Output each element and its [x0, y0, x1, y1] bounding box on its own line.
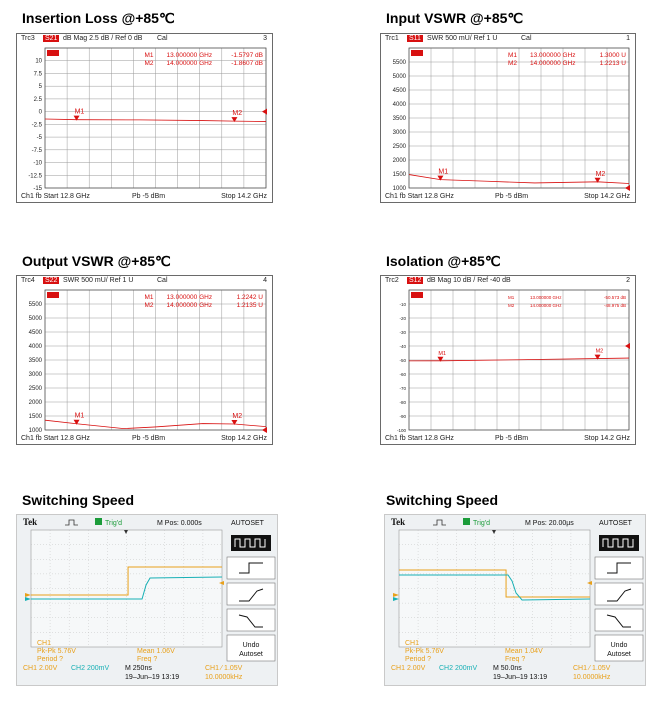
y-tick-label: 5500	[392, 60, 406, 66]
y-tick-label: -50	[399, 358, 406, 363]
footer-start: Ch1 fb Start 12.8 GHz	[385, 193, 454, 200]
readout-value: 1.3000 U	[599, 52, 626, 59]
trig-status-icon	[95, 518, 102, 525]
vna-plot	[381, 276, 635, 444]
undo-label: Undo	[610, 642, 628, 649]
y-tick-label: -100	[396, 428, 406, 433]
bottom-date: 19–Jun–19 13:19	[493, 674, 548, 681]
readout-value: -1.5797 dB	[231, 52, 263, 59]
meas-pkpk: Pk-Pk 5.76V	[37, 648, 76, 655]
isolation-title: Isolation @+85℃	[386, 253, 501, 269]
y-tick-label: -2.5	[31, 122, 42, 129]
meas-ch1: CH1	[37, 640, 52, 647]
scope-panel-1	[16, 514, 278, 686]
y-tick-label: 1000	[392, 186, 406, 192]
ch2-ground-marker	[25, 597, 31, 601]
menu-button-fall-slope	[227, 609, 275, 631]
undo-label: Undo	[242, 642, 260, 649]
trace-tag	[411, 50, 423, 56]
acquire-icon	[433, 520, 446, 525]
readout-label: M1	[508, 295, 515, 300]
reference-arrow	[262, 427, 267, 433]
insertion-loss-title: Insertion Loss @+85℃	[22, 10, 175, 26]
scope-display	[385, 515, 645, 685]
output-vswr-panel	[16, 275, 273, 445]
square-wave-icon	[235, 539, 265, 547]
meas-mean: Mean 1.06V	[137, 648, 175, 655]
marker-label-1: M1	[438, 168, 449, 176]
scope-display	[17, 515, 277, 685]
readout-label: M2	[144, 60, 154, 67]
bottom-trigger-level: CH1 ⁄ 1.05V	[573, 665, 611, 672]
trace-number: 1	[626, 35, 630, 42]
y-tick-label: 4000	[392, 102, 406, 108]
readout-frequency: 14.000000 GHz	[530, 60, 576, 67]
y-tick-label: -7.5	[31, 147, 42, 154]
vna-plot	[17, 276, 272, 444]
meas-period: Period ?	[37, 656, 64, 663]
y-tick-label: 1500	[392, 172, 406, 178]
reference-arrow	[625, 185, 630, 191]
marker-label-1: M1	[74, 108, 85, 116]
y-tick-label: -10	[33, 160, 42, 167]
brand-logo: Tek	[391, 517, 406, 527]
y-tick-label: -30	[399, 330, 406, 335]
vna-plot	[17, 34, 272, 202]
cal-label: Cal	[521, 35, 532, 42]
bottom-timebase: M 50.0ns	[493, 665, 522, 672]
trace-id: Trc3	[21, 35, 35, 42]
autoset-label: AUTOSET	[599, 520, 632, 527]
ch1-ground-marker	[25, 593, 31, 597]
y-tick-label: -40	[399, 344, 406, 349]
y-tick-label: 2500	[392, 144, 406, 150]
readout-frequency: 13.000000 GHz	[166, 52, 213, 59]
footer-power: Pb -5 dBm	[132, 435, 166, 442]
trig-status: Trig'd	[105, 520, 123, 527]
trace-id: Trc4	[21, 277, 35, 284]
y-tick-label: -90	[399, 414, 406, 419]
mpos-readout: M Pos: 20.00µs	[525, 520, 574, 527]
readout-value: -48.975 dB	[603, 303, 626, 308]
meas-mean: Mean 1.04V	[505, 648, 543, 655]
y-tick-label: 3500	[28, 358, 42, 364]
footer-power: Pb -5 dBm	[495, 435, 529, 442]
trace-param: S12	[409, 277, 422, 284]
scope-panel-2	[384, 514, 646, 686]
bottom-trigger-frequency: 10.0000kHz	[205, 674, 243, 681]
marker-label-2: M2	[232, 110, 243, 118]
square-wave-icon	[603, 539, 633, 547]
menu-button-fall-slope	[595, 609, 643, 631]
trace-format: SWR 500 mU/ Ref 1 U	[427, 35, 498, 42]
y-tick-label: -10	[399, 302, 406, 307]
trace-number: 4	[263, 277, 267, 284]
readout-label: M1	[144, 294, 154, 301]
readout-frequency: 14.000000 GHz	[166, 302, 213, 309]
trace-tag	[47, 50, 59, 56]
marker-label-2: M2	[595, 170, 606, 178]
y-tick-label: 2000	[392, 158, 406, 164]
y-tick-label: 5500	[28, 302, 42, 308]
readout-frequency: 13.000000 GHz	[166, 294, 213, 301]
trace-format: SWR 500 mU/ Ref 1 U	[63, 277, 134, 284]
footer-power: Pb -5 dBm	[132, 193, 166, 200]
menu-button-rise	[595, 557, 643, 579]
bottom-trigger-frequency: 10.0000kHz	[573, 674, 611, 681]
footer-stop: Stop 14.2 GHz	[584, 193, 630, 200]
switching-speed-title-2: Switching Speed	[386, 492, 499, 508]
bottom-trigger-level: CH1 ⁄ 1.05V	[205, 665, 243, 672]
brand-logo: Tek	[23, 517, 38, 527]
vna-plot	[381, 34, 635, 202]
y-tick-label: 0	[38, 109, 42, 116]
readout-value: 1.2213 U	[599, 60, 626, 67]
y-tick-label: 1000	[28, 428, 42, 434]
bottom-ch2-scale: CH2 200mV	[439, 665, 478, 672]
autoset-undo-label: Autoset	[239, 651, 263, 658]
trace-tag	[47, 292, 59, 298]
y-tick-label: 5	[38, 84, 42, 91]
marker-label-2: M2	[232, 413, 243, 421]
autoset-undo-label: Autoset	[607, 651, 631, 658]
trig-status-icon	[463, 518, 470, 525]
reference-arrow	[625, 343, 630, 349]
y-tick-label: 1500	[28, 414, 42, 420]
y-tick-label: 2500	[28, 386, 42, 392]
y-tick-label: -15	[33, 186, 42, 192]
trig-status: Trig'd	[473, 520, 491, 527]
meas-ch1: CH1	[405, 640, 420, 647]
readout-frequency: 13.000000 GHz	[530, 295, 562, 300]
y-tick-label: 4500	[392, 88, 406, 94]
footer-start: Ch1 fb Start 12.8 GHz	[385, 435, 454, 442]
trace-format: dB Mag 2.5 dB / Ref 0 dB	[63, 35, 143, 42]
y-tick-label: -5	[36, 135, 42, 142]
isolation-panel	[380, 275, 636, 445]
trace-tag	[411, 292, 423, 298]
input-vswr-title: Input VSWR @+85℃	[386, 10, 524, 26]
trace-param: S11	[409, 35, 421, 42]
meas-freq: Freq ?	[505, 656, 526, 663]
readout-value: -1.8607 dB	[231, 60, 263, 67]
readout-value: 1.2242 U	[236, 294, 263, 301]
meas-freq: Freq ?	[137, 656, 158, 663]
readout-label: M1	[144, 52, 154, 59]
readout-label: M2	[508, 60, 518, 67]
readout-value: 1.2135 U	[236, 302, 263, 309]
footer-stop: Stop 14.2 GHz	[221, 193, 267, 200]
switching-speed-title-1: Switching Speed	[22, 492, 135, 508]
y-tick-label: -70	[399, 386, 406, 391]
footer-start: Ch1 fb Start 12.8 GHz	[21, 193, 90, 200]
bottom-ch1-scale: CH1 2.00V	[23, 665, 58, 672]
y-tick-label: 3500	[392, 116, 406, 122]
trace-id: Trc1	[385, 35, 399, 42]
y-tick-label: 3000	[28, 372, 42, 378]
y-tick-label: 2000	[28, 400, 42, 406]
mpos-readout: M Pos: 0.000s	[157, 520, 202, 527]
bottom-date: 19–Jun–19 13:19	[125, 674, 180, 681]
trace-number: 3	[263, 35, 267, 42]
acquire-icon	[65, 520, 78, 525]
y-tick-label: 3000	[392, 130, 406, 136]
readout-value: -50.573 dB	[603, 295, 626, 300]
y-tick-label: 5000	[392, 74, 406, 80]
readout-frequency: 13.000000 GHz	[530, 52, 576, 59]
y-tick-label: 7.5	[33, 71, 42, 78]
bottom-ch1-scale: CH1 2.00V	[391, 665, 426, 672]
y-tick-label: -80	[399, 400, 406, 405]
trace-format: dB Mag 10 dB / Ref -40 dB	[427, 277, 511, 284]
y-tick-label: 2.5	[33, 96, 42, 103]
trace-param: S21	[45, 35, 58, 42]
readout-label: M1	[508, 52, 518, 59]
readout-label: M2	[144, 302, 154, 309]
readout-frequency: 14.000000 GHz	[530, 303, 562, 308]
insertion-loss-panel	[16, 33, 273, 203]
marker-label-1: M1	[438, 350, 447, 357]
footer-power: Pb -5 dBm	[495, 193, 529, 200]
autoset-label: AUTOSET	[231, 520, 264, 527]
input-vswr-panel	[380, 33, 636, 203]
trace-number: 2	[626, 277, 630, 284]
trace-id: Trc2	[385, 277, 399, 284]
bottom-ch2-scale: CH2 200mV	[71, 665, 110, 672]
meas-period: Period ?	[405, 656, 432, 663]
cal-label: Cal	[157, 35, 168, 42]
marker-label-2: M2	[595, 348, 604, 355]
y-tick-label: -20	[399, 316, 406, 321]
y-tick-label: -12.5	[28, 173, 42, 180]
y-tick-label: 4000	[28, 344, 42, 350]
y-tick-label: 10	[35, 58, 42, 65]
trace-param: S22	[45, 277, 58, 284]
footer-stop: Stop 14.2 GHz	[584, 435, 630, 442]
reference-arrow	[262, 109, 267, 115]
y-tick-label: -60	[399, 372, 406, 377]
marker-label-1: M1	[74, 412, 85, 420]
bottom-timebase: M 250ns	[125, 665, 152, 672]
readout-frequency: 14.000000 GHz	[166, 60, 213, 67]
meas-pkpk: Pk-Pk 5.76V	[405, 648, 444, 655]
ch1-ground-marker	[393, 593, 399, 597]
y-tick-label: 4500	[28, 330, 42, 336]
readout-label: M2	[508, 303, 515, 308]
menu-button-rise-slope	[595, 583, 643, 605]
ch2-ground-marker	[393, 597, 399, 601]
footer-stop: Stop 14.2 GHz	[221, 435, 267, 442]
output-vswr-title: Output VSWR @+85℃	[22, 253, 171, 269]
footer-start: Ch1 fb Start 12.8 GHz	[21, 435, 90, 442]
menu-button-rise	[227, 557, 275, 579]
cal-label: Cal	[157, 277, 168, 284]
menu-button-rise-slope	[227, 583, 275, 605]
y-tick-label: 5000	[28, 316, 42, 322]
